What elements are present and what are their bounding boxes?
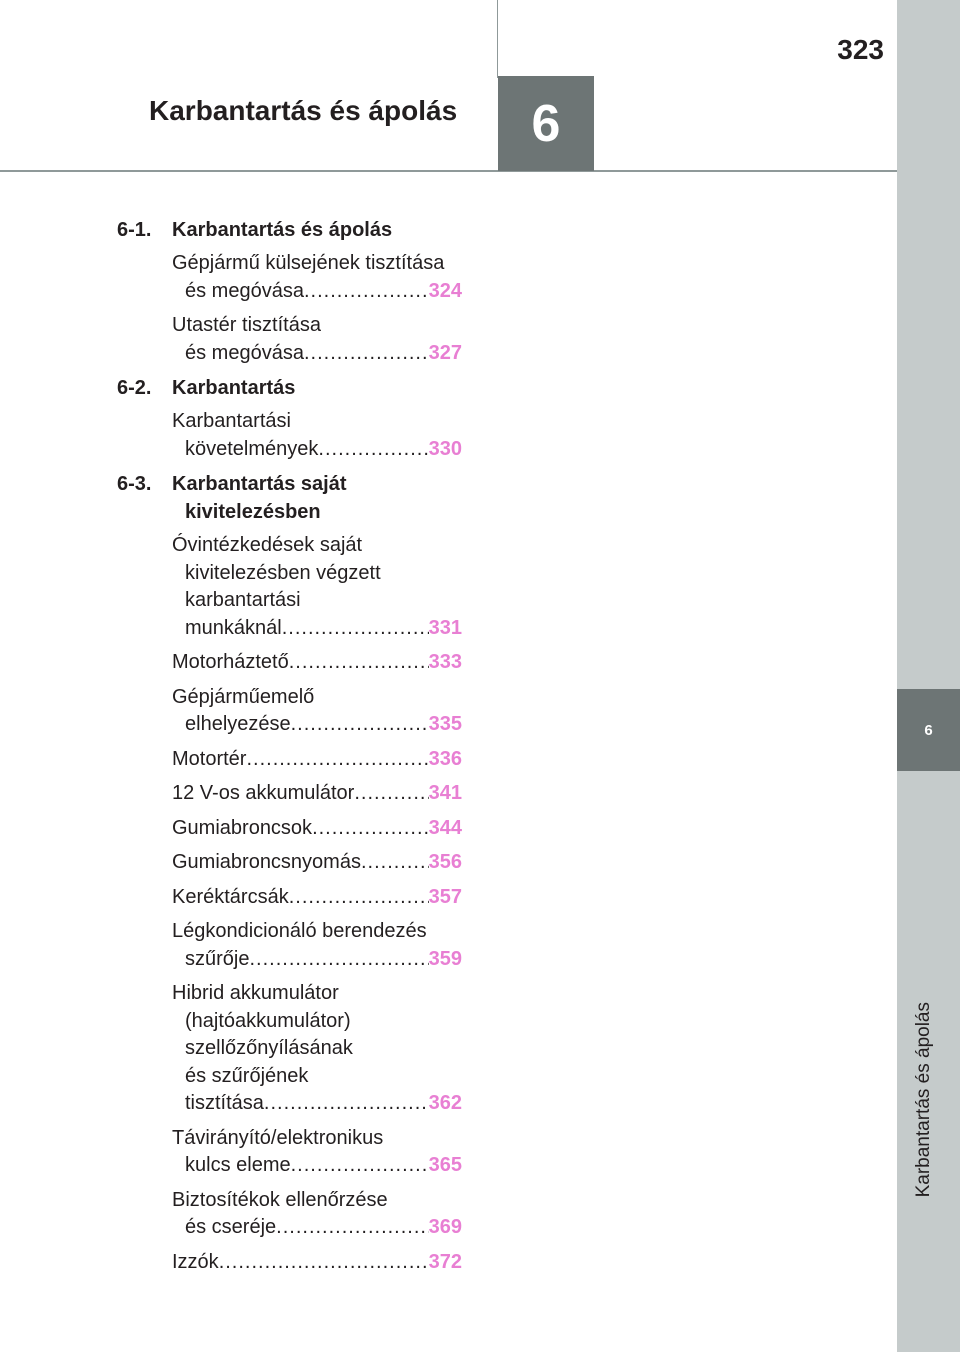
dot-leader	[291, 711, 429, 739]
dot-leader	[289, 884, 429, 912]
toc-entry-leader-row	[172, 1249, 462, 1277]
dot-leader	[282, 615, 429, 643]
dot-leader	[304, 340, 429, 368]
toc-entry[interactable]	[172, 918, 462, 973]
dot-leader	[246, 746, 428, 774]
toc-entry[interactable]	[172, 780, 462, 808]
toc-entry-text: Keréktárcsák	[172, 885, 289, 908]
toc-entry-leader-row	[172, 1214, 462, 1242]
toc-entry-text: tisztítása	[185, 1092, 264, 1114]
toc-entry-text: karbantartási	[185, 589, 301, 611]
toc-entry-leader-row	[172, 1090, 462, 1118]
toc-entry-text: kivitelezésben végzett	[185, 561, 381, 584]
dot-leader	[249, 946, 428, 974]
chapter-title: Karbantartás és ápolás	[149, 95, 458, 126]
dot-leader	[289, 649, 429, 677]
toc-entry-leader-row	[172, 615, 462, 643]
toc-entry[interactable]	[172, 849, 462, 877]
toc-section-title-line: Karbantartás és ápolás	[172, 219, 393, 241]
toc-section-heading	[117, 470, 462, 526]
toc-entry[interactable]	[172, 1125, 462, 1180]
toc-page-link[interactable]: 357	[428, 885, 462, 908]
toc-entry-text: (hajtóakkumulátor)	[185, 1009, 351, 1032]
toc-section-title-line: Karbantartás	[172, 377, 296, 399]
toc-entry-text: követelmények	[185, 437, 319, 460]
toc-section-heading	[117, 374, 462, 402]
toc-entry-text: elhelyezése	[185, 713, 291, 735]
toc-section-number: 6-3.	[117, 473, 152, 495]
toc-entry-text: Gépjármű külsejének tisztítása	[172, 252, 445, 274]
side-tab-chapter-label: Karbantartás és ápolás	[913, 1002, 934, 1198]
toc-page-link[interactable]: 362	[428, 1092, 462, 1114]
toc-entry-leader-row	[172, 278, 462, 306]
toc-entry-text: Távirányító/elektronikus	[172, 1126, 384, 1149]
toc-section-number: 6-2.	[117, 377, 152, 399]
header-divider	[497, 0, 498, 78]
toc-entry-leader-row	[172, 1152, 462, 1180]
page-number: 323	[837, 34, 884, 65]
dot-leader	[276, 1214, 428, 1242]
toc-section-title-line: Karbantartás saját	[172, 473, 347, 495]
dot-leader	[318, 436, 428, 464]
toc-page-link[interactable]: 336	[428, 747, 462, 770]
toc-entry[interactable]	[172, 884, 462, 912]
side-tab-chapter-number[interactable]: 6	[897, 689, 960, 771]
toc-section-number: 6-1.	[117, 219, 152, 241]
table-of-contents	[117, 216, 462, 1283]
toc-page-link[interactable]: 369	[428, 1216, 462, 1238]
toc-entry-text: Óvintézkedések saját	[172, 534, 363, 556]
toc-entry-leader-row	[172, 849, 462, 877]
toc-entry[interactable]	[172, 408, 462, 463]
dot-leader	[291, 1152, 429, 1180]
toc-page-link[interactable]: 359	[428, 947, 462, 970]
toc-entry-text: szűrője	[185, 947, 250, 970]
toc-entry[interactable]	[172, 1249, 462, 1277]
dot-leader	[354, 780, 428, 808]
toc-entry[interactable]	[172, 815, 462, 843]
toc-entry-leader-row	[172, 436, 462, 464]
toc-entry-leader-row	[172, 884, 462, 912]
toc-page-link[interactable]: 331	[428, 616, 462, 639]
toc-entry-text: munkáknál	[185, 616, 282, 639]
toc-entry-text: és megóvása	[185, 279, 304, 302]
toc-entry[interactable]	[172, 250, 462, 305]
toc-entry-text: kulcs eleme	[185, 1154, 291, 1176]
toc-entry-text: Gépjárműemelő	[172, 685, 315, 708]
toc-entry-leader-row	[172, 649, 462, 677]
toc-section-title	[172, 374, 462, 402]
toc-entry[interactable]	[172, 532, 462, 642]
toc-entry[interactable]	[172, 746, 462, 774]
toc-entry-text: és cseréje	[185, 1216, 277, 1238]
toc-page-link[interactable]: 324	[428, 279, 462, 302]
toc-page-link[interactable]: 341	[428, 782, 462, 804]
chapter-number-block: 6	[498, 76, 594, 171]
toc-section-title-line: kivitelezésben	[185, 501, 321, 523]
toc-entry-text: és megóvása	[185, 341, 304, 364]
toc-entry-leader-row	[172, 711, 462, 739]
dot-leader	[312, 815, 429, 843]
toc-page-link[interactable]: 372	[428, 1250, 462, 1273]
toc-page-link[interactable]: 335	[428, 713, 462, 735]
toc-section-title	[172, 216, 462, 244]
toc-entry[interactable]	[172, 980, 462, 1118]
toc-entry-text: Biztosítékok ellenőrzése	[172, 1188, 388, 1211]
toc-entry-leader-row	[172, 746, 462, 774]
toc-entry-leader-row	[172, 340, 462, 368]
toc-entry-text: 12 V-os akkumulátor	[172, 782, 355, 804]
toc-entry-text: Hibrid akkumulátor	[172, 982, 339, 1004]
toc-entry-text: Gumiabroncsok	[172, 816, 313, 839]
toc-entry-text: Gumiabroncsnyomás	[172, 851, 361, 873]
dot-leader	[361, 849, 429, 877]
toc-entry[interactable]	[172, 1187, 462, 1242]
toc-entry[interactable]	[172, 312, 462, 367]
header-rule	[0, 170, 897, 172]
toc-entry-text: Karbantartási	[172, 410, 291, 432]
toc-entry-text: szellőzőnyílásának	[185, 1037, 353, 1059]
toc-section-title	[172, 470, 462, 526]
dot-leader	[264, 1090, 429, 1118]
toc-entry-text: Motorháztető	[172, 651, 289, 673]
toc-entry-text: és szűrőjének	[185, 1064, 309, 1087]
toc-page-link[interactable]: 365	[428, 1154, 462, 1176]
toc-entry[interactable]	[172, 649, 462, 677]
dot-leader	[219, 1249, 429, 1277]
toc-page-link[interactable]: 327	[428, 341, 462, 364]
toc-entry-text: Légkondicionáló berendezés	[172, 920, 427, 942]
dot-leader	[304, 278, 429, 306]
toc-entry-text: Utastér tisztítása	[172, 314, 321, 336]
toc-entry-leader-row	[172, 815, 462, 843]
toc-section-heading	[117, 216, 462, 244]
toc-page-link[interactable]: 344	[428, 816, 462, 839]
toc-entry-leader-row	[172, 946, 462, 974]
toc-page-link[interactable]: 356	[428, 851, 462, 873]
toc-entry-text: Motortér	[172, 747, 247, 770]
toc-entry-leader-row	[172, 780, 462, 808]
toc-entry-text: Izzók	[172, 1250, 219, 1273]
toc-entry[interactable]	[172, 684, 462, 739]
toc-page-link[interactable]: 333	[428, 651, 462, 673]
toc-page-link[interactable]: 330	[428, 437, 462, 460]
